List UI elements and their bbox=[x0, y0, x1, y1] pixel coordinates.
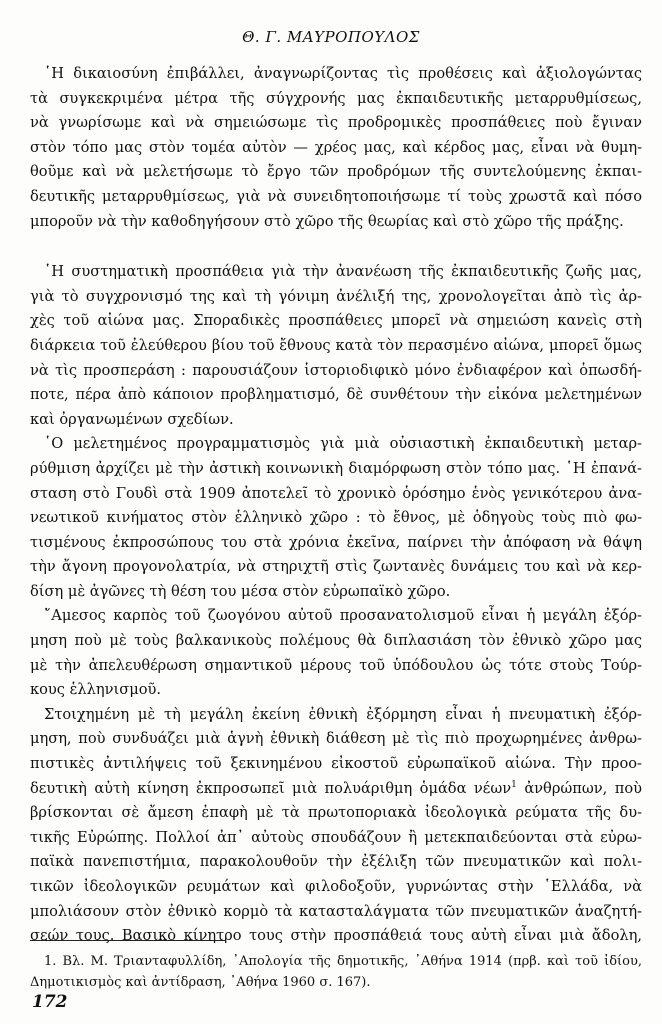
main-text bbox=[30, 62, 642, 949]
text-line: μπολιάσουν στὸν ἐθνικὸ κορμὸ τὰ κατασταλάγματα τῶν πνευματικῶν ἀναζητή- bbox=[30, 902, 642, 920]
footnote-reference: 1 bbox=[511, 779, 517, 790]
text-line: ποτε, πέρα ἀπὸ κάποιον προβληματισμό, δὲ συνθέτουν τὴν εἰκόνα μελετημένων bbox=[30, 386, 642, 404]
text-line: πιστικὲς ἀντιλήψεις τοῦ ξεκινημένου εἰκοστοῦ εὐρωπαϊκοῦ αἰώνα. Τὴν προο- bbox=[30, 755, 642, 773]
text-line: ρύθμιση ἀρχίζει μὲ τὴν ἀστικὴ κοινωνικὴ διαμόρφωση στὸν τόπο μας. ῾Η ἐπανά- bbox=[30, 459, 642, 477]
text-line: σταση στὸ Γουδὶ στὰ 1909 ἀποτελεῖ τὸ χρονικὸ ὁρόσημο ἑνὸς γενικότερου ἀνα- bbox=[30, 484, 642, 502]
text-line: σεών τους. Βασικὸ κίνητρο τους στὴν προσπάθειά τους αὐτὴ εἶναι μιὰ ἄδολη, bbox=[30, 927, 642, 945]
text-line: κους ἑλληνισμοῦ. bbox=[30, 681, 162, 699]
text-line: στὸν τόπο μας στὸν τομέα αὐτὸν — χρέος μας, καὶ κέρδος μας, εἶναι νὰ θυμη- bbox=[30, 138, 642, 156]
paragraph-1 bbox=[30, 62, 642, 234]
text-line: νεωτικοῦ κινήματος στὸν ἑλληνικὸ χῶρο : τὸ ἔθνος, μὲ ὁδηγοὺς τοὺς πιὸ φω- bbox=[30, 509, 642, 527]
paragraph-2 bbox=[30, 260, 642, 432]
text-line: νὰ τὶς προσπεράση : παρουσιάζουν ἱστοριοδιφικὸ μόνο ἐνδιαφέρον καὶ ὁπωσδή- bbox=[30, 361, 642, 379]
text-line: ῾Η δικαιοσύνη ἐπιβάλλει, ἀναγνωρίζοντας τὶς προθέσεις καὶ ἀξιολογώντας bbox=[44, 65, 642, 82]
text-line: γιὰ τὸ συγχρονισμό της καὶ τὴ γόνιμη ἀνέλιξή της, χρονολογεῖται ἀπὸ τὶς ἀρ- bbox=[30, 287, 642, 305]
text-line: μποροῦν νὰ τὴν καθοδηγήσουν στὸ χῶρο τῆς θεωρίας καὶ στὸ χῶρο τῆς πράξης. bbox=[30, 212, 624, 230]
paragraph-5 bbox=[30, 703, 642, 949]
text-line: δίση μὲ ἀγῶνες τὴ θέση του μέσα στὸν εὐρωπαϊκὸ χῶρο. bbox=[30, 582, 451, 600]
footnote-line: Δημοτικισμὸς καὶ ἀντίδραση, ᾽Αθήνα 1960 σ. 167). bbox=[30, 975, 371, 990]
text-line: καὶ ὀργανωμένων σχεδίων. bbox=[30, 410, 234, 428]
footnote bbox=[30, 951, 642, 993]
text-line: Στοιχημένη μὲ τὴ μεγάλη ἐκείνη ἐθνικὴ ἐξόρμηση εἶναι ἡ πνευματικὴ ἐξόρ- bbox=[44, 705, 642, 723]
text-line: ῾Η συστηματικὴ προσπάθεια γιὰ τὴν ἀνανέωση τῆς ἐκπαιδευτικῆς ζωῆς μας, bbox=[44, 263, 642, 281]
text-segment: ἀνθρώπων, ποὺ bbox=[524, 779, 642, 797]
text-line: παϊκὰ πανεπιστήμια, παρακολουθοῦν τὴν ἐξέλιξη τῶν πνευματικῶν καὶ πολι- bbox=[30, 853, 642, 871]
text-line: ῾Ο μελετημένος προγραμματισμὸς γιὰ μιὰ οὐσιαστικὴ ἐκπαιδευτικὴ μεταρ- bbox=[44, 435, 642, 453]
paragraph-3 bbox=[30, 432, 642, 604]
text-line: χὲς τοῦ αἰώνα μας. Σποραδικὲς προσπάθειες μπορεῖ νὰ σημειώση κανεὶς στὴ bbox=[30, 312, 642, 330]
text-line: τικῆς Εὐρώπης. Πολλοί ἀπ᾽ αὐτοὺς σπουδάζουν ἢ μετεκπαιδεύονται στὰ εὐρω- bbox=[30, 828, 642, 846]
text-line: μὲ τὴν ἀπελευθέρωση σημαντικοῦ μέρους τοῦ ὑπόδουλου ὡς τότε στοὺς Τούρ- bbox=[30, 656, 642, 674]
footnote-divider bbox=[30, 940, 226, 941]
text-line: βρίσκονται σὲ ἄμεση ἐπαφὴ μὲ τὰ πρωτοποριακὰ ἰδεολογικὰ ρεύματα τῆς δυ- bbox=[30, 804, 642, 822]
text-line: διάρκεια τοῦ ἐλεύθερου βίου τοῦ ἔθνους κατὰ τὸν περασμένο αἰώνα, μπορεῖ ὅμως bbox=[30, 336, 642, 354]
paragraph-4 bbox=[30, 604, 642, 702]
text-line: τισμένους ἐκπροσώπους του στὰ χρόνια ἐκεῖνα, παίρνει τὴν ἀπόφαση νὰ θάψη bbox=[30, 533, 642, 551]
text-line: μηση, ποὺ συνδυάζει μιὰ ἁγνὴ ἐθνικὴ διάθεση μὲ τὶς πιὸ προχωρημένες ἀνθρω- bbox=[30, 730, 642, 748]
running-header: Θ. Γ. ΜΑΥΡΟΠΟΥΛΟΣ bbox=[242, 28, 420, 46]
text-line: τικῶν ἰδεολογικῶν ρευμάτων καὶ φιλοδοξοῦν, γυρνώντας στὴν ῾Ελλάδα, νὰ bbox=[30, 878, 642, 895]
text-line: μηση ποὺ μὲ τοὺς βαλκανικοὺς πολέμους θὰ διπλασιάση τὸν ἐθνικὸ χῶρο μας bbox=[30, 632, 642, 650]
text-line: τὴν ἄγονη προγονολατρία, νὰ στηριχτῆ στὶς ζωντανὲς δυνάμεις του καὶ νὰ κερ- bbox=[30, 558, 642, 576]
text-segment: δευτικὴ αὐτὴ κίνηση ἐκπροσωπεῖ μιὰ πολυάριθμη ὁμάδα νέων bbox=[30, 779, 512, 797]
text-line: νὰ γνωρίσωμε καὶ νὰ σημειώσωμε τὶς προδρομικὲς προσπάθειες ποὺ ἔγιναν bbox=[30, 114, 642, 132]
text-line: τὰ συγκεκριμένα μέτρα τῆς σύγχρονής μας ἐκπαιδευτικῆς μεταρρυθμίσεως, bbox=[30, 89, 642, 107]
text-line-with-footnote bbox=[30, 777, 642, 802]
text-line: δευτικῆς μεταρρυθμίσεως, γιὰ νὰ συνειδητοποιήσωμε τί τοὺς χρωστᾶ καὶ πόσο bbox=[30, 187, 642, 205]
text-line: ῎Αμεσος καρπὸς τοῦ ζωογόνου αὐτοῦ προσανατολισμοῦ εἶναι ἡ μεγάλη ἐξόρ- bbox=[44, 607, 642, 625]
page-number: 172 bbox=[32, 992, 68, 1012]
footnote-line: 1. Βλ. Μ. Τριανταφυλλίδη, ᾽Απολογία τῆς δημοτικῆς, ᾽Αθήνα 1914 (πρβ. καὶ τοῦ ἰδίου, bbox=[44, 954, 642, 969]
text-line: θοῦμε καὶ νὰ μελετήσωμε τὸ ἔργο τῶν προδρόμων τῆς συντελούμενης ἐκπαι- bbox=[30, 163, 642, 181]
